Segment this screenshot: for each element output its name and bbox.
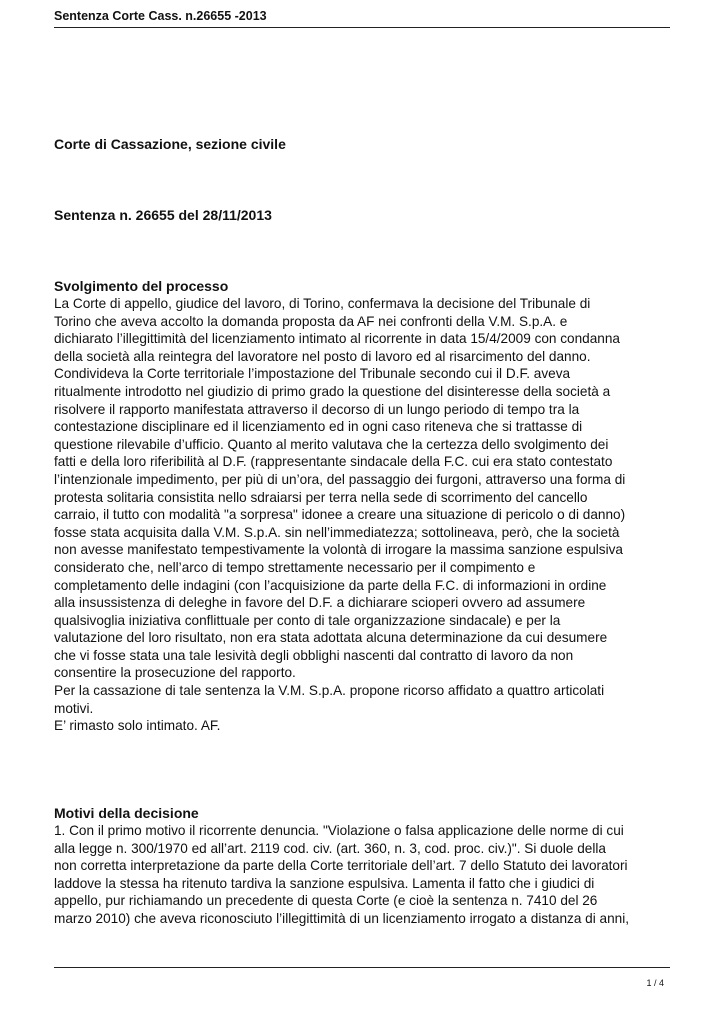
motivi-line: marzo 2010) che aveva riconosciuto l’illegittimità di un licenziamento irrogato a distanza di anni, — [54, 910, 630, 926]
court-heading: Corte di Cassazione, sezione civile — [54, 136, 286, 152]
sentence-heading: Sentenza n. 26655 del 28/11/2013 — [54, 207, 272, 223]
process-line: alla insussistenza di deleghe in favore del D.F. a dichiarare scioperi ovvero ad assumere — [54, 595, 586, 611]
page-header — [54, 8, 670, 28]
process-line: considerato che, nell’arco di tempo strettamente necessario per il compimento e — [54, 559, 536, 575]
motivi-section-title: Motivi della decisione — [54, 805, 199, 821]
page-footer — [54, 967, 670, 988]
process-line: motivi. — [54, 700, 94, 716]
process-line: che vi fosse stata una tale lesività degli obblighi nascenti dal contratto di lavoro da non — [54, 647, 574, 663]
process-section — [54, 277, 674, 735]
process-line: della società alla reintegra del lavoratore nel posto di lavoro ed al risarcimento del danno. — [54, 348, 591, 364]
process-line: non avesse manifestato tempestivamente la volontà di irrogare la massima sanzione espulsiva — [54, 542, 623, 558]
process-line: dichiarato l’illegittimità del licenziamento intimato al ricorrente in data 15/4/2009 con condanna — [54, 331, 620, 347]
motivi-line: alla legge n. 300/1970 ed all’art. 2119 cod. civ. (art. 360, n. 3, cod. proc. civ.)". Si duole della — [54, 840, 606, 856]
motivi-line: appello, pur richiamando un precedente di questa Corte (e cioè la sentenza n. 7410 del 26 — [54, 893, 598, 909]
process-section-title: Svolgimento del processo — [54, 278, 229, 294]
process-line: Condivideva la Corte territoriale l’impostazione del Tribunale secondo cui il D.F. aveva — [54, 366, 571, 382]
motivi-section — [54, 804, 674, 928]
process-line: ritualmente introdotto nel giudizio di primo grado la questione del disinteresse della società a — [54, 383, 611, 399]
process-line: E’ rimasto solo intimato. AF. — [54, 718, 221, 734]
page-number: 1 / 4 — [646, 978, 664, 988]
process-line: risolvere il rapporto manifestata attraverso il decorso di un lungo periodo di tempo tra la — [54, 401, 580, 417]
motivi-line: 1. Con il primo motivo il ricorrente denuncia. "Violazione o falsa applicazione delle norme di cui — [54, 823, 624, 838]
process-line: carraio, il tutto con modalità "a sorpresa" idonee a creare una situazione di pericolo o di danno) — [54, 507, 626, 523]
process-line: qualsivoglia iniziativa conflittuale per conto di tale organizzazione sindacale) e per la — [54, 612, 561, 628]
process-line: La Corte di appello, giudice del lavoro, di Torino, confermava la decisione del Tribunale di — [54, 296, 591, 311]
process-line: completamento delle indagini (con l’acquisizione da parte della F.C. di informazioni in ordine — [54, 577, 607, 593]
process-line: fatti e della loro riferibilità al D.F. (rappresentante sindacale della F.C. cui era stato contestato — [54, 454, 613, 470]
process-line: valutazione del loro risultato, non era stata adottata alcuna determinazione da cui desumere — [54, 630, 608, 646]
process-line: l’intenzionale impedimento, per più di un’ora, del passaggio dei furgoni, attraverso una forma di — [54, 471, 626, 487]
process-line: Torino che aveva accolto la domanda proposta da AF nei confronti della V.M. S.p.A. e — [54, 313, 568, 329]
page-header-title: Sentenza Corte Cass. n.26655 -2013 — [54, 9, 267, 23]
process-line: contestazione disciplinare ed il licenziamento ed in ogni caso riteneva che si trattasse di — [54, 419, 583, 435]
motivi-line: laddove la stessa ha ritenuto tardiva la sanzione espulsiva. Lamenta il fatto che i giudici di — [54, 875, 595, 891]
process-line: protesta solitaria consistita nello sdraiarsi per terra nella sede di scorrimento del cancello — [54, 489, 588, 505]
process-line: fosse stata acquisita dalla V.M. S.p.A. sin nell’immediatezza; sottolineava, però, che la società — [54, 524, 620, 540]
process-line: consentire la prosecuzione del rapporto. — [54, 665, 296, 681]
motivi-line: non corretta interpretazione da parte della Corte territoriale dell’art. 7 dello Statuto dei lavoratori — [54, 858, 628, 874]
process-line: Per la cassazione di tale sentenza la V.M. S.p.A. propone ricorso affidato a quattro articolati — [54, 683, 605, 699]
process-line: questione rilevabile d’ufficio. Quanto al merito valutava che la certezza dello svolgimento dei — [54, 436, 609, 452]
